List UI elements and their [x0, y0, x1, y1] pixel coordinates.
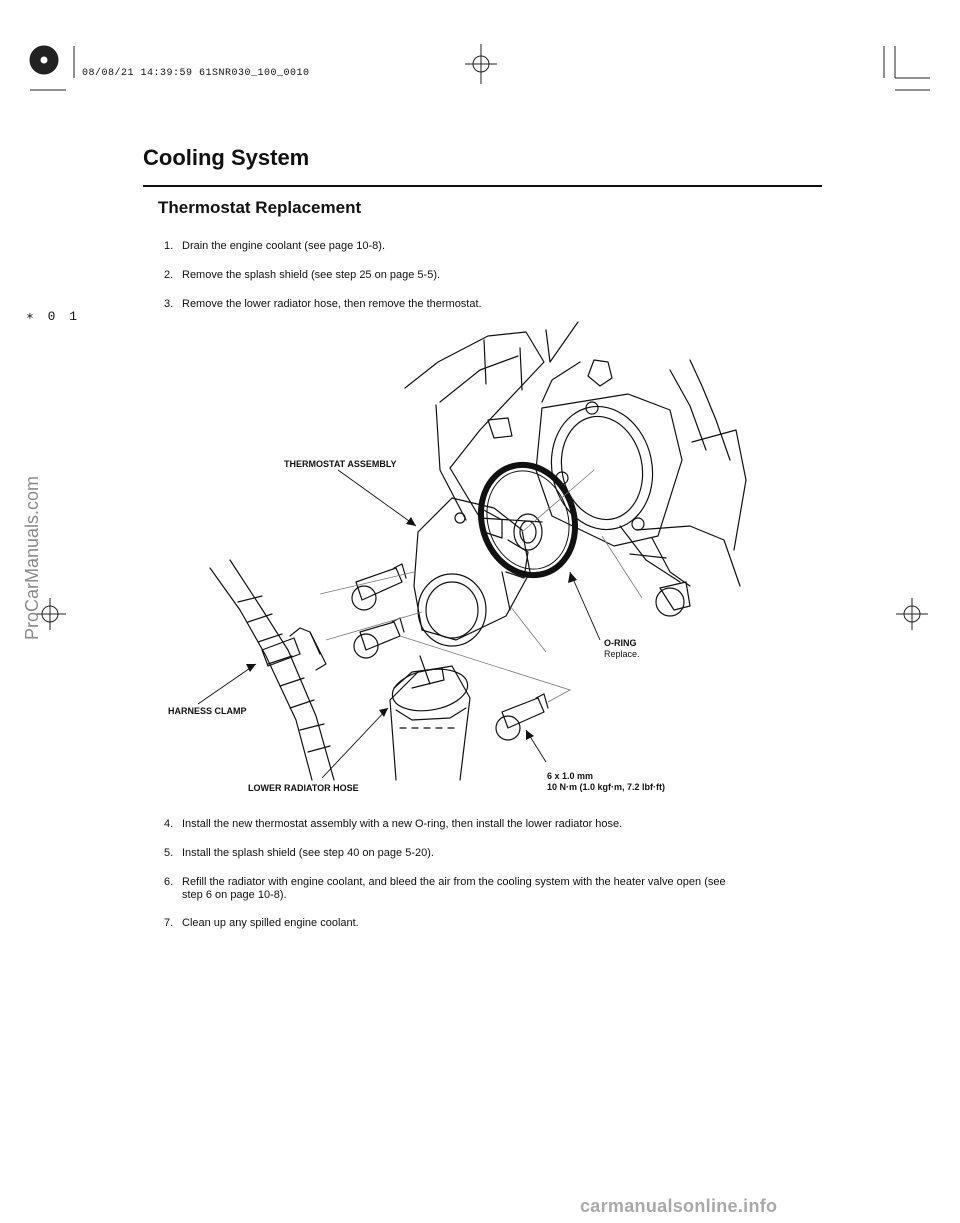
- label-thermostat-assembly: THERMOSTAT ASSEMBLY: [284, 459, 397, 469]
- step-item: [164, 847, 824, 860]
- o-ring-illustration: [467, 453, 589, 588]
- step-number: 4.: [164, 818, 174, 830]
- label-bolt-size: 6 x 1.0 mm: [547, 771, 594, 781]
- side-watermark: ProCarManuals.com: [22, 475, 42, 640]
- section-title: Cooling System: [143, 145, 310, 170]
- step-number: 5.: [164, 847, 174, 859]
- label-bolt-torque: 10 N·m (1.0 kgf·m, 7.2 lbf·ft): [547, 782, 666, 792]
- flange-bolt-illustration: [352, 564, 406, 610]
- step-item: [164, 269, 824, 282]
- step-number: 1.: [164, 240, 174, 252]
- step-number: 3.: [164, 298, 174, 310]
- step-item: [164, 818, 824, 831]
- housing-flange-illustration: [488, 360, 690, 616]
- crosshair-top-icon: [465, 44, 497, 84]
- label-lower-radiator-hose: LOWER RADIATOR HOSE: [248, 783, 359, 793]
- engine-block-illustration: [405, 322, 746, 586]
- step-text: Clean up any spilled engine coolant.: [182, 917, 359, 929]
- step-number: 2.: [164, 269, 174, 281]
- step-text: Remove the lower radiator hose, then remove the thermostat.: [182, 298, 482, 310]
- label-o-ring-note: Replace.: [604, 649, 640, 659]
- print-stamp: 08/08/21 14:39:59 61SNR030_100_0010: [82, 68, 310, 79]
- step-item: [164, 917, 824, 930]
- step-text: Install the splash shield (see step 40 on page 5-20).: [182, 847, 434, 859]
- thermostat-exploded-diagram: [150, 310, 750, 790]
- bottom-watermark: carmanualsonline.info: [580, 1196, 778, 1216]
- crosshair-right-icon: [896, 598, 928, 630]
- subsection-title: Thermostat Replacement: [158, 198, 362, 217]
- title-rule: [143, 185, 822, 187]
- step-number: 6.: [164, 876, 174, 888]
- step-text: Install the new thermostat assembly with a new O-ring, then install the lower radiator hose.: [182, 818, 623, 830]
- flange-bolt-illustration: [496, 694, 548, 740]
- step-text: Remove the splash shield (see step 25 on page 5-5).: [182, 269, 441, 281]
- step-number: 7.: [164, 917, 174, 929]
- lower-radiator-hose-illustration: [389, 656, 471, 780]
- step-item: [164, 876, 824, 902]
- step-text: Refill the radiator with engine coolant, and bleed the air from the cooling system with the heater valve open (see: [182, 876, 726, 888]
- callout-leaders: [198, 470, 600, 778]
- flange-bolt-illustration: [354, 618, 404, 658]
- step-text: Drain the engine coolant (see page 10-8).: [182, 240, 386, 252]
- label-harness-clamp: HARNESS CLAMP: [168, 706, 247, 716]
- step-text-continued: step 6 on page 10-8).: [182, 889, 287, 901]
- page-mark: ∗ 0 1: [26, 309, 81, 324]
- label-o-ring: O-RING: [604, 638, 637, 648]
- registration-target-icon: [30, 46, 58, 74]
- step-item: [164, 240, 824, 253]
